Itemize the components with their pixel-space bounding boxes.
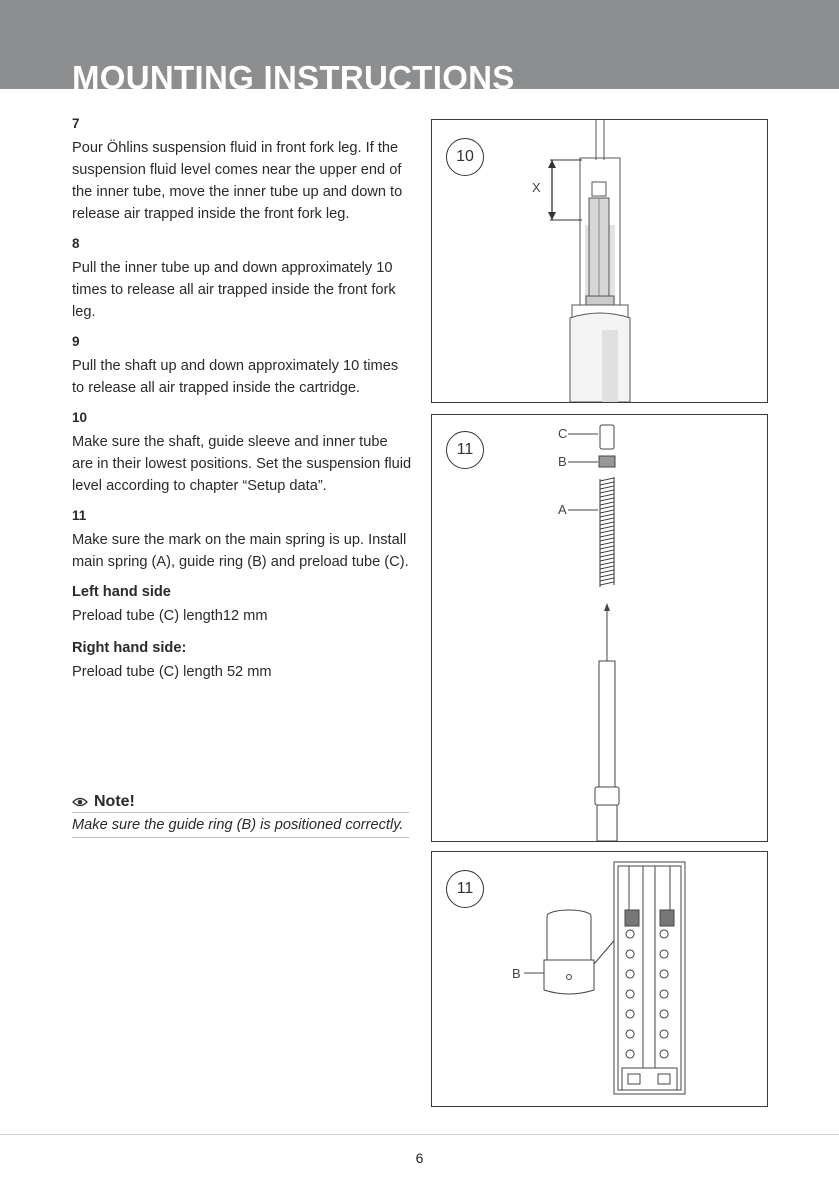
page-title: MOUNTING INSTRUCTIONS <box>72 59 515 89</box>
figure-number: 11 <box>446 870 484 908</box>
note-box <box>72 792 409 838</box>
label-c: C <box>558 426 568 441</box>
footer-rule <box>0 1134 839 1135</box>
label-a: A <box>558 502 567 517</box>
eye-icon <box>72 797 88 807</box>
step-number: 9 <box>72 334 80 349</box>
page-header <box>0 0 839 89</box>
guide-ring-illustration <box>432 852 767 1106</box>
label-x: X <box>532 180 541 195</box>
page-number: 6 <box>415 1150 424 1166</box>
note-header <box>72 792 409 813</box>
step-number: 11 <box>72 508 87 523</box>
step-text: Pull the shaft up and down approximately 10 times to release all air trapped inside the cartridge. <box>72 358 399 396</box>
step-7 <box>72 113 412 225</box>
step-number: 7 <box>72 116 80 131</box>
spring-assembly-illustration <box>432 415 767 841</box>
step-8 <box>72 233 412 323</box>
step-10 <box>72 407 412 497</box>
step-number: 8 <box>72 236 80 251</box>
step-text: Pull the inner tube up and down approximately 10 times to release all air trapped inside the front fork leg. <box>72 260 396 320</box>
label-b: B <box>512 966 521 981</box>
figure-11-detail <box>431 851 768 1107</box>
step-11 <box>72 505 412 573</box>
step-text: Make sure the shaft, guide sleeve and inner tube are in their lowest positions. Set the suspension fluid level according to chapter “Setup data”. <box>72 434 412 494</box>
figure-11-assembly <box>431 414 768 842</box>
left-side-label: Left hand side <box>72 584 171 600</box>
figure-number: 11 <box>446 431 484 469</box>
figure-number: 10 <box>446 138 484 176</box>
right-side-value: Preload tube (C) length 52 mm <box>72 664 272 680</box>
step-9 <box>72 331 412 399</box>
figure-10 <box>431 119 768 403</box>
note-text: Make sure the guide ring (B) is positioned correctly. <box>72 813 409 838</box>
right-side-label: Right hand side: <box>72 640 187 656</box>
step-text: Make sure the mark on the main spring is up. Install main spring (A), guide ring (B) and preload tube (C). <box>72 532 409 570</box>
left-side-value: Preload tube (C) length12 mm <box>72 608 268 624</box>
label-b: B <box>558 454 567 469</box>
note-title: Note! <box>94 793 135 810</box>
step-text: Pour Öhlins suspension fluid in front fork leg. If the suspension fluid level comes near the upper end of the inner tube, move the inner tube up and down to release air trapped inside the front fork leg. <box>72 140 403 222</box>
step-number: 10 <box>72 410 88 425</box>
instructions-column <box>72 113 412 693</box>
fork-leg-illustration <box>432 120 767 402</box>
